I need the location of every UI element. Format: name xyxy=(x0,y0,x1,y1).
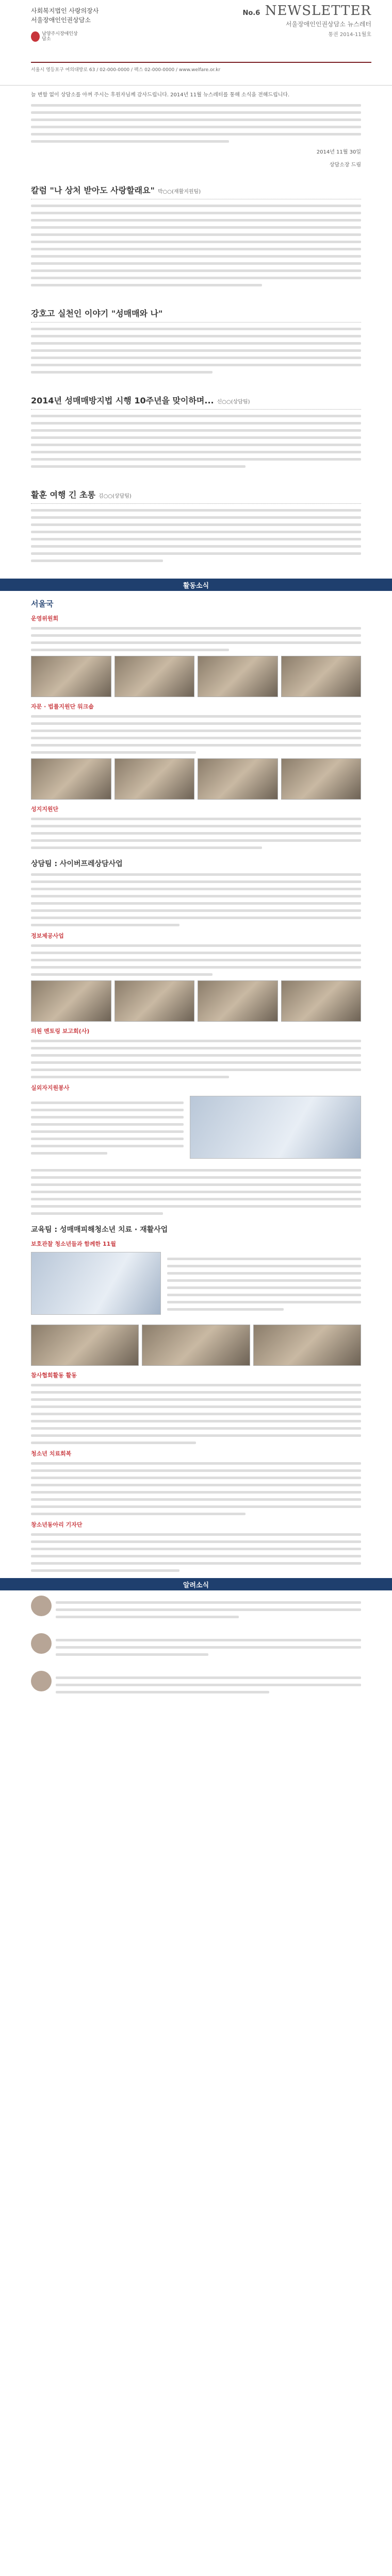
news-heading-7: 보호관찰 청소년들과 함께한 11월 xyxy=(31,1241,116,1247)
column-title: 칼럼 "나 상처 받아도 사랑할래요" 박○○(재활지원팀) xyxy=(31,185,201,195)
org-name: 사회복지법인 사랑의장사 xyxy=(31,7,99,14)
column-section xyxy=(0,174,392,297)
news-body-9 xyxy=(31,1462,361,1515)
column-body xyxy=(31,205,361,286)
newsletter-masthead xyxy=(242,3,371,38)
photo-row-1 xyxy=(31,656,361,697)
notice-item xyxy=(31,1633,361,1666)
notice-avatar xyxy=(31,1671,52,1691)
notice-item xyxy=(31,1596,361,1628)
logo-text: 남양주시장애인상담소 xyxy=(42,31,78,42)
news-body-10 xyxy=(31,1533,361,1572)
story-body xyxy=(31,328,361,374)
news-heading-10: 창소년동아리 기자단 xyxy=(31,1521,83,1528)
probation-text xyxy=(167,1253,361,1315)
notice-item xyxy=(31,1671,361,1703)
newsletter-subtitle: 서울장애인인권상담소 뉴스레터 xyxy=(285,21,371,28)
news-heading-4: 정보제공사업 xyxy=(31,933,64,939)
lead-text: 늘 변함 없이 상담소를 아껴 주시는 후원자님께 감사드립니다. 2014년 11월 뉴스레터를 통해 소식을 전해드립니다. xyxy=(31,92,290,98)
lead-date: 2014년 11월 30일 xyxy=(316,149,361,155)
travel-title: 활훈 여행 긴 초롱 김○○(상담팀) xyxy=(31,490,132,500)
photo-row-3 xyxy=(31,980,361,1022)
volume: 통권 2014-11월호 xyxy=(328,32,371,38)
probation-row xyxy=(31,1252,361,1320)
travel-section xyxy=(0,478,392,572)
lead-signer: 상담소장 드림 xyxy=(329,162,361,168)
story-title: 강호고 실천인 이야기 "성매매와 나" xyxy=(31,309,163,318)
header xyxy=(0,0,392,86)
news-body-1 xyxy=(31,627,361,651)
news-body-5 xyxy=(31,1040,361,1078)
news-body-3 xyxy=(31,818,361,849)
seoul-title: 서울국 xyxy=(31,599,54,608)
news-body-2 xyxy=(31,715,361,754)
anniversary-body xyxy=(31,415,361,468)
newsletter-title: NEWSLETTER xyxy=(265,3,371,19)
anniversary-title: 2014년 성매매방지법 시행 10주년을 맞이하며... 신○○(상담팀) xyxy=(31,396,250,405)
counsel-body xyxy=(31,873,361,926)
news-heading-8: 참사협회활동 활동 xyxy=(31,1372,77,1379)
issue-number: No.6 xyxy=(242,9,260,17)
photo-row-4 xyxy=(31,1325,361,1366)
news-body-8 xyxy=(31,1384,361,1444)
anniversary-section xyxy=(0,384,392,478)
contact-bar: 서울시 영등포구 여의대방로 63 / 02-000-0000 / 팩스 02-000-0000 / www.welfare.or.kr xyxy=(31,62,371,73)
notice-avatar xyxy=(31,1596,52,1616)
org-subname: 서울장애인인권상담소 xyxy=(31,16,91,24)
edu-category: 교육팀 : 성매매피해청소년 치료 · 재활사업 xyxy=(31,1226,168,1234)
news-heading-3: 성지지원단 xyxy=(31,806,59,812)
volunteer-text xyxy=(31,1097,184,1159)
logo xyxy=(31,30,80,43)
lead xyxy=(0,86,392,174)
news-heading-9: 청소년 치료회복 xyxy=(31,1450,72,1457)
notice-avatar xyxy=(31,1633,52,1654)
logo-mark-icon xyxy=(31,31,40,42)
news-body-4 xyxy=(31,944,361,976)
volunteer-row xyxy=(31,1096,361,1164)
travel-body xyxy=(31,509,361,562)
news-heading-1: 운영위원회 xyxy=(31,615,59,622)
volunteer-more xyxy=(31,1169,361,1215)
probation-photo xyxy=(31,1252,161,1315)
news-heading-2: 자문 · 법률지원단 워크숍 xyxy=(31,703,94,710)
counsel-category: 상담팀 : 사이버프레상담사업 xyxy=(31,860,123,868)
notice-list xyxy=(31,1596,361,1703)
news-heading-5: 의원 멘토링 보고회(사) xyxy=(31,1028,90,1035)
photo-row-2 xyxy=(31,758,361,800)
volunteer-photo xyxy=(190,1096,361,1159)
story-section xyxy=(0,297,392,384)
lead-lines xyxy=(31,104,361,143)
news-band: 활동소식 xyxy=(0,579,392,591)
news-heading-6: 실외자지원봉사 xyxy=(31,1084,70,1091)
notice-band: 알려소식 xyxy=(0,1578,392,1590)
